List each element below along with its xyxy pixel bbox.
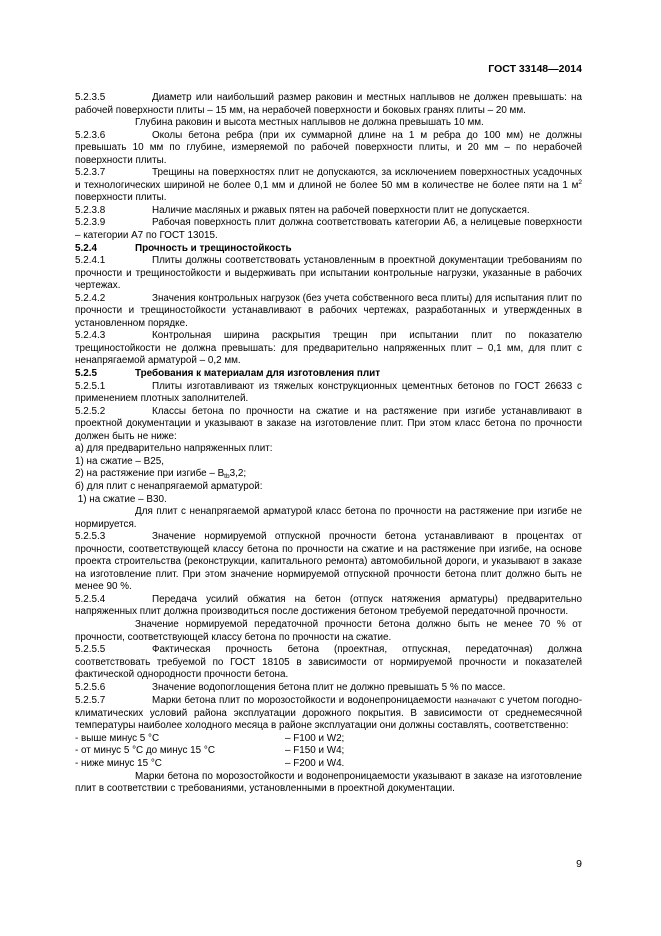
page-number: 9 <box>576 858 582 870</box>
list-text: б) для плит с ненапрягаемой арматурой: <box>75 480 263 492</box>
clause-text: Трещины на поверхностях плит не допускаются, за исключением поверхностных усадочных и технологических шириной не более 0,1 мм и длиной не более 50 мм в количестве не более пяти на 1 м <box>75 167 582 191</box>
document-body <box>75 92 582 796</box>
section-title: Требования к материалам для изготовления плит <box>135 368 381 380</box>
clause-5-2-5-7-note <box>75 771 582 796</box>
temperature-range: - от минус 5 °С до минус 15 °С <box>75 745 215 757</box>
clause-text: Околы бетона ребра (при их суммарной длине на 1 м ребра до 100 мм) не должны превышать 10 мм по глубине, измеряемой по рабочей поверхности плиты, и 20 мм – по нерабочей поверхности плиты. <box>75 129 582 166</box>
clause-5-2-3-8 <box>75 205 582 218</box>
clause-text: Наличие масляных и ржавых пятен на рабочей поверхности плит не допускается. <box>152 204 530 216</box>
clause-text: Для плит с ненапрягаемой арматурой класс бетона по прочности на растяжение при изгибе не нормируется. <box>75 506 582 530</box>
temperature-row-1 <box>75 733 582 746</box>
clause-5-2-4-3 <box>75 330 582 368</box>
clause-text: Рабочая поверхность плит должна соответствовать категории А6, а нелицевые поверхности – категории А7 по ГОСТ 13015. <box>75 217 582 242</box>
clause-number: 5.2.3.6 <box>75 129 106 141</box>
temperature-range: - выше минус 5 °С <box>75 732 160 744</box>
clause-number: 5.2.4.3 <box>75 330 106 342</box>
clause-text: Значение нормируемой передаточной прочности бетона должно быть не менее 70 % от прочности, соответствующей классу бетона по прочности на сжатие. <box>75 618 582 643</box>
clause-5-2-5-4 <box>75 594 582 619</box>
standard-id-header: ГОСТ 33148—2014 <box>488 63 582 75</box>
clause-number: 5.2.5.4 <box>75 593 106 605</box>
clause-text: Контрольная ширина раскрытия трещин при испытании плит по показателю трещиностойкости не должна превышать: для предварительно напряженных плит – 0,1 мм, для плит с ненапрягаемой арматурой – 0,2 мм. <box>75 330 582 367</box>
list-text: а) для предварительно напряженных плит: <box>75 443 273 455</box>
clause-5-2-5-2-note <box>75 506 582 531</box>
clause-text: Плиты должны соответствовать установленным в проектной документации требованиям по прочности и трещиностойкости и выдерживать при испытании контрольные нагрузки, указанные в рабочих чертежах. <box>75 255 582 292</box>
clause-5-2-4-1 <box>75 255 582 293</box>
clause-text: Значение нормируемой отпускной прочности бетона устанавливают в процентах от прочности, соответствующей классу бетона по прочности на сжатие и на растяжение при изгибе, на основе проекта строительства (реконструкции, капитального ремонта) автомобильной дороги, и указывают в заказе на изготовление плит. При этом значение нормируемой отпускной прочности бетона плит должно быть не менее 90 %. <box>75 531 582 593</box>
subscript: tb <box>224 473 230 481</box>
clause-text: Глубина раковин и высота местных наплывов не должна превышать 10 мм. <box>135 117 484 129</box>
clause-text: Классы бетона по прочности на сжатие и на растяжение при изгибе устанавливают в проектной документации и указывают в заказе на изготовление плит. При этом класс бетона по прочности должен быть не ниже: <box>75 405 582 442</box>
section-title: Прочность и трещиностойкость <box>135 242 292 254</box>
grade-value: – F100 и W2; <box>285 732 345 744</box>
grade-value: – F200 и W4. <box>285 757 345 769</box>
clause-5-2-3-7 <box>75 167 582 205</box>
clause-text: Значение водопоглощения бетона плит не должно превышать 5 % по массе. <box>152 681 506 693</box>
list-text: 2) на растяжение при изгибе – В <box>75 468 225 480</box>
clause-text: Фактическая прочность бетона (проектная, отпускная, передаточная) должна соответствовать требуемой по ГОСТ 18105 в зависимости от нормируемой прочности и показателей фактической однородности прочности бетона. <box>75 644 582 681</box>
clause-5-2-5-6 <box>75 682 582 695</box>
temperature-row-2 <box>75 745 582 758</box>
clause-5-2-5-3 <box>75 531 582 594</box>
temperature-range: - ниже минус 15 °С <box>75 757 162 769</box>
clause-number: 5.2.4.2 <box>75 292 106 304</box>
clause-number: 5.2.5.7 <box>75 695 106 707</box>
clause-5-2-5-5 <box>75 644 582 682</box>
list-item-a-2 <box>75 468 582 481</box>
clause-text: Плиты изготавливают из тяжелых конструкционных цементных бетонов по ГОСТ 26633 с применением плотных заполнителей. <box>75 380 582 405</box>
list-text: 1) на сжатие – В30. <box>75 493 167 505</box>
temperature-row-3 <box>75 758 582 771</box>
section-number: 5.2.4 <box>75 242 97 254</box>
clause-text: Значения контрольных нагрузок (без учета собственного веса плиты) для испытания плит по прочности и трещиностойкости устанавливают в рабочих чертежах, разработанных и утвержденных в установленном порядке. <box>75 292 582 329</box>
clause-number: 5.2.4.1 <box>75 255 106 267</box>
clause-number: 5.2.5.3 <box>75 531 106 543</box>
clause-5-2-3-6 <box>75 130 582 168</box>
clause-text: Марки бетона плит по морозостойкости и водонепроницаемости <box>152 695 455 707</box>
clause-number: 5.2.5.1 <box>75 380 106 392</box>
section-number: 5.2.5 <box>75 368 97 380</box>
list-item-a-1 <box>75 456 582 469</box>
clause-text: с учетом погодно-климатических условий района эксплуатации дорожного покрытия. В зависимости от среднемесячной температуры наиболее холодного месяца в районе эксплуатации они должны составлять, соответственно: <box>75 695 582 732</box>
section-heading-5-2-4 <box>75 243 582 256</box>
section-heading-5-2-5 <box>75 368 582 381</box>
list-text: 1) на сжатие – В25, <box>75 455 164 467</box>
clause-number: 5.2.3.8 <box>75 204 106 216</box>
list-text: 3,2; <box>229 468 247 480</box>
clause-number: 5.2.5.5 <box>75 644 106 656</box>
superscript: 2 <box>578 178 582 186</box>
clause-text: Диаметр или наибольший размер раковин и местных наплывов не должен превышать: на рабочей поверхности плиты – 15 мм, на нерабочей поверхности и боковых гранях плиты – 20 мм. <box>75 92 582 116</box>
clause-5-2-3-5-note <box>75 117 582 130</box>
clause-text: назначают <box>454 695 497 706</box>
clause-number: 5.2.5.2 <box>75 405 106 417</box>
grade-value: – F150 и W4; <box>285 745 345 757</box>
clause-number: 5.2.3.5 <box>75 92 106 103</box>
clause-5-2-4-2 <box>75 293 582 331</box>
clause-5-2-5-2 <box>75 406 582 444</box>
clause-text: Марки бетона по морозостойкости и водонепроницаемости указывают в заказе на изготовление плит в соответствии с требованиями, установленными в проектной документации. <box>75 770 582 795</box>
clause-number: 5.2.3.9 <box>75 217 106 229</box>
clause-5-2-3-9 <box>75 217 582 242</box>
list-item-b <box>75 481 582 494</box>
clause-number: 5.2.5.6 <box>75 681 106 693</box>
clause-5-2-5-1 <box>75 381 582 406</box>
clause-5-2-5-7 <box>75 694 582 733</box>
clause-text: Передача усилий обжатия на бетон (отпуск натяжения арматуры) предварительно напряженных плит должна производиться после достижения бетоном требуемой передаточной прочности. <box>75 593 582 618</box>
clause-5-2-5-4-note <box>75 619 582 644</box>
clause-5-2-3-5 <box>75 92 582 117</box>
clause-text: поверхности плиты. <box>75 192 167 204</box>
list-item-a <box>75 443 582 456</box>
list-item-b-1 <box>75 494 582 507</box>
clause-number: 5.2.3.7 <box>75 167 106 179</box>
